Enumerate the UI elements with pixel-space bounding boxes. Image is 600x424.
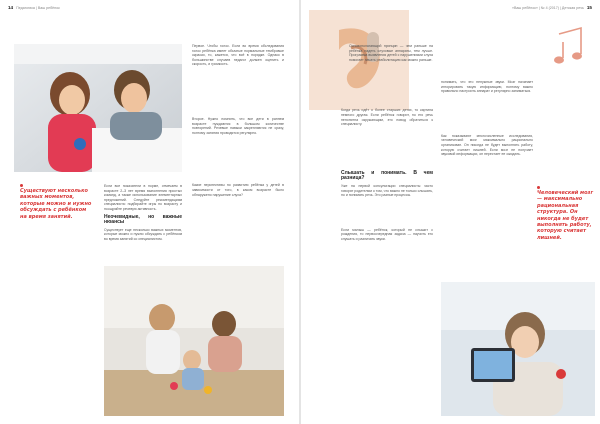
right-col1-paragraph-1: Основополагающий принцип — чем раньше на ребёнка надеть слуховые аппараты, тем лучше. Программа выявления детей с нарушениями слуха помогает начать реабилитацию как можно раньше. — [349, 44, 433, 62]
left-column-2 — [192, 44, 284, 199]
right-col1-paragraph-3: Уже на первой консультации специалисты часто говорят родителям о том, что важно не только слышать, но и понимать речь. Это разные процессы. — [341, 183, 433, 198]
page-number-left: 14 — [8, 5, 14, 10]
left-page — [0, 0, 299, 424]
left-col2-paragraph-1: Первое. Чтобы голос. Если во время обследования голос ребёнка имеет обычные нормальные тембровые окраски, то, кажется, что всё в порядке. Однако в большинстве случаев педагог должен оценить и скорость, и громкость. — [192, 44, 284, 67]
right-col1-heading: Слышать и понимать. В чем разница? — [341, 169, 433, 182]
music-notes-decoration — [551, 20, 595, 76]
photo-girl-speech-therapy — [14, 44, 182, 172]
right-page — [301, 0, 600, 424]
running-head-left — [6, 5, 60, 10]
right-col1-paragraph-2: Когда речь идёт о более старших детях, то картина немного другая. Если ребёнок говорит, но его речь непонятна окружающим, это повод обратиться к специалисту. — [341, 108, 433, 127]
left-col2-paragraph-2: Второе. Нужно помнить, что все дети в раннем возрасте нуждаются в большом количестве повторений. Речевые навыки закрепляются не сразу, поэтому занятия проводятся регулярно. — [192, 116, 284, 135]
left-col1-paragraph-2: Существует еще несколько важных моментов, которые можно и нужно обсуждать с ребёнком во время занятий со специалистом. — [104, 227, 182, 241]
photo-family-playing — [104, 266, 284, 416]
left-col1-paragraph-1: Если все показатели в норме, отмечаем в возрасте 2–3 лет время выполнения простых команд, а также использование элементарных предложений. Следуйте рекомендациям специалиста: подбирайте игры по возрасту и поощряйте речевую активность. — [104, 184, 182, 211]
left-column-1 — [104, 184, 182, 244]
running-head-right-text: «Ваш ребёнок» | № 4 (2017) | Детская речь — [511, 6, 584, 10]
right-col2-paragraph-2: Как показывают многочисленные исследования, человеческий мозг максимально рационально организован. Он никогда не будет выполнять работу, которую считает лишней. Если мозг не получает звуковой информации, он перестает ее ожидать. — [441, 133, 533, 157]
right-column-1 — [341, 44, 433, 244]
left-col2-paragraph-3: Какие перспективы по развитию ребёнка у детей в зависимости от того, в каком возрасте было обнаружено нарушение слуха? — [192, 183, 284, 197]
running-head-right — [512, 5, 594, 10]
page-number-right: 15 — [586, 5, 592, 10]
photo-child-tablet — [441, 282, 595, 416]
left-pullquote: Существуют несколько важных моментов, которые можно и нужно обсуждать с ребёнком на время занятий. — [20, 184, 94, 220]
running-head-left-text: Педагогика | Ваш ребёнок — [16, 6, 60, 10]
right-column-2 — [441, 80, 533, 159]
right-col2-paragraph-1: понимать, что это ненужные звуки. Мозг начинает игнорировать такую информацию, поэтому важно правильно настроить аппарат и регулярно заниматься. — [441, 80, 533, 94]
right-col1-paragraph-4: Если малыш — ребёнок, который не слышит с рождения, то первоочередная задача — научить его слушать и различать звуки. — [341, 227, 433, 241]
right-pullquote: Человеческий мозг — максимально рациональная структура. Он никогда не будет выполнять работу, которую считает лишней. — [537, 186, 595, 241]
left-col1-heading: Неочевидные, но важные нюансы — [104, 213, 182, 226]
